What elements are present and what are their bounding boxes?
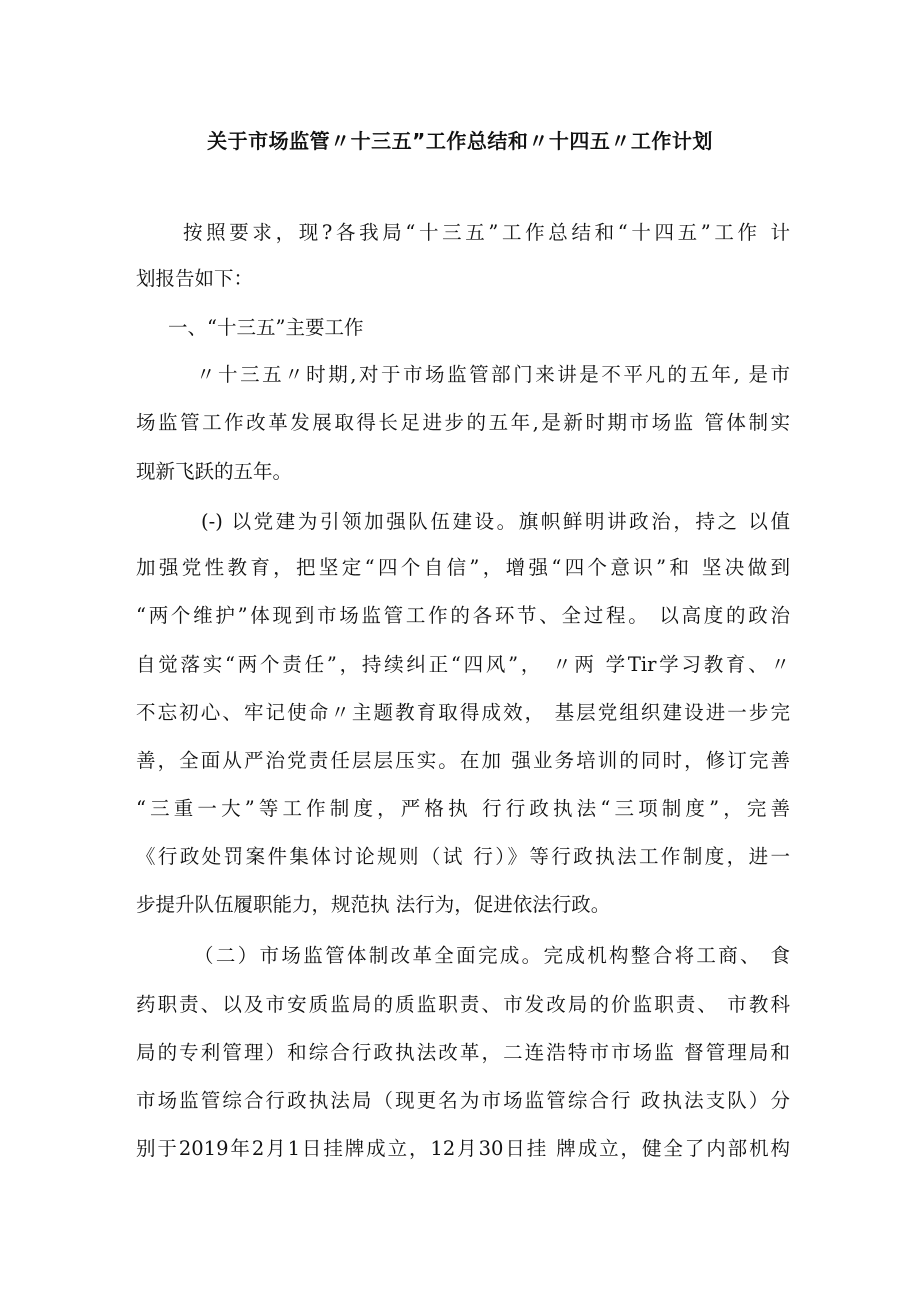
- paragraph-line: 步提升队伍履职能力，规范执 法行为，促进依法行政。: [136, 893, 611, 916]
- paragraph-line: 加强党性教育，把坚定“四个自信”，增强“四个意识”和 坚决做到: [136, 556, 790, 579]
- paragraph-line: 市场监管综合行政执法局（现更名为市场监管综合行 政执法支队）分: [136, 1089, 790, 1112]
- paragraph-line: 药职责、以及市安质监局的质监职责、市发改局的价监职责、 市教科: [136, 993, 790, 1016]
- paragraph-line: 按照要求，现?各我局“十三五”工作总结和“十四五”工作 计: [183, 221, 790, 244]
- paragraph-line: 别于2019年2月1日挂牌成立，12月30日挂 牌成立，健全了内部机构: [136, 1137, 790, 1160]
- paragraph-line: 不忘初心、牢记使命〃主题教育取得成效， 基层党组织建设进一步完: [136, 701, 790, 724]
- paragraph-line: 现新飞跃的五年。: [136, 460, 293, 483]
- section-heading: 一、“十三五”主要工作: [168, 316, 364, 339]
- paragraph-line: 自觉落实“两个责任”，持续纠正“四风”， 〃两 学Tir学习教育、〃: [136, 653, 790, 676]
- paragraph-line: 《行政处罚案件集体讨论规则（试 行）》等行政执法工作制度，进一: [136, 845, 790, 868]
- paragraph-line: （二）市场监管体制改革全面完成。完成机构整合将工商、 食: [194, 944, 790, 967]
- paragraph-line: “两个维护”体现到市场监管工作的各环节、全过程。 以高度的政治: [136, 604, 790, 627]
- paragraph-line: 善，全面从严治党责任层层压实。在加 强业务培训的同时，修订完善: [136, 749, 790, 772]
- paragraph-line: (-) 以党建为引领加强队伍建设。旗帜鲜明讲政治，持之 以值: [201, 510, 790, 533]
- paragraph-line: “三重一大”等工作制度，严格执 行行政执法“三项制度”，完善: [136, 797, 790, 820]
- paragraph-line: 局的专利管理）和综合行政执法改革，二连浩特市市场监 督管理局和: [136, 1041, 790, 1064]
- document-title: 关于市场监管〃十三五”工作总结和〃十四五〃工作计划: [207, 129, 713, 153]
- paragraph-line: 〃十三五〃时期,对于市场监管部门来讲是不平凡的五年, 是市: [196, 363, 790, 386]
- paragraph-line: 划报告如下：: [136, 267, 254, 290]
- paragraph-line: 场监管工作改革发展取得长足进步的五年,是新时期市场监 管体制实: [136, 411, 790, 434]
